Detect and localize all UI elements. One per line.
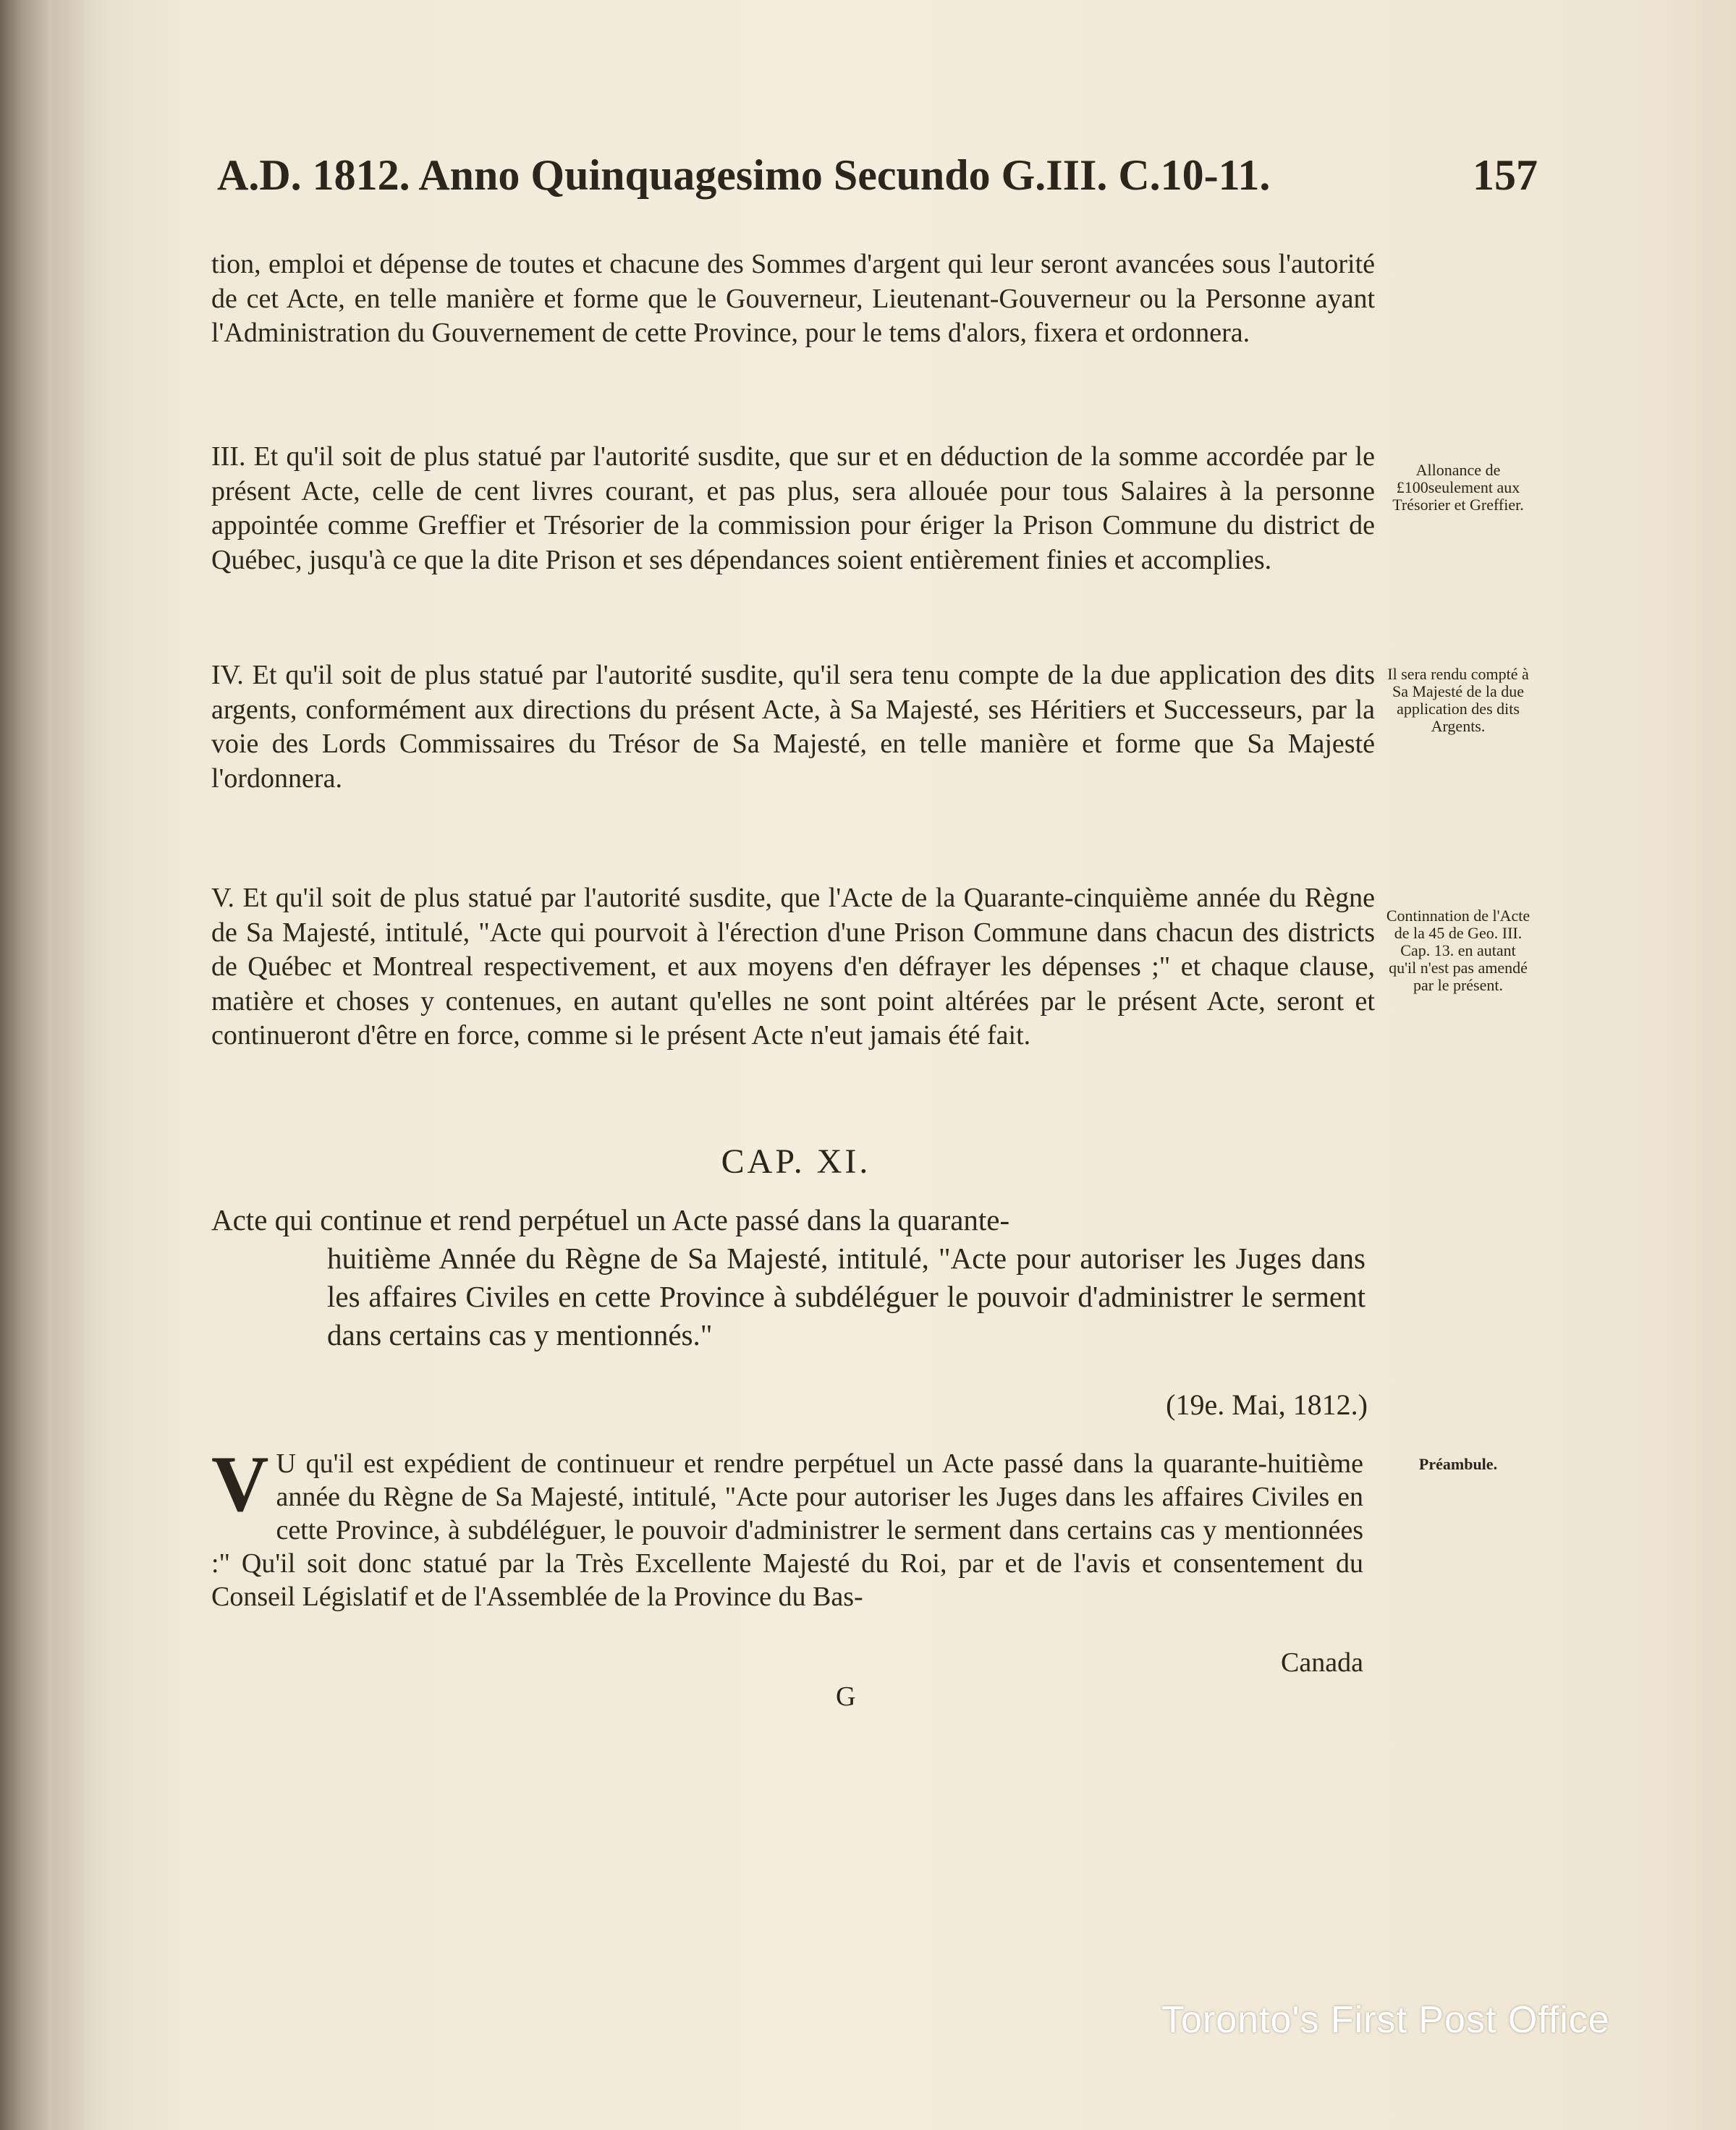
page-number: 157 [1473,151,1538,199]
book-spine-shadow [0,0,87,2130]
running-header [217,150,1538,208]
catchword: Canada [1281,1647,1363,1678]
margin-note-v: Continnation de l'Acte de la 45 de Geo. III. Cap. 13. en autant qu'il n'est pas amendé par le présent. [1386,907,1530,994]
preamble-paragraph [211,1440,1363,1613]
margin-note-iv: Il sera rendu compté à Sa Majesté de la due application des dits Argents. [1387,665,1529,735]
paragraph-iii: III. Et qu'il soit de plus statué par l'autorité susdite, que sur et en déduction de la somme accordée par le présent Acte, celle de cent livres courant, et pas plus, sera allouée pour tous Salaires à la personne appointée comme Greffier et Trésorier de la commission pour ériger la Prison Commune du district de Québec, jusqu'à ce que la dite Prison et ses dépendances soient entièrement finies et accomplies. [211,441,1375,575]
signature-mark: G [836,1681,856,1712]
chapter-date: (19e. Mai, 1812.) [1166,1388,1368,1421]
margin-note-iii: Allonance de £100seulement aux Trésorier et Greffier. [1392,461,1524,514]
watermark-text: Toronto's First Post Office [1161,1999,1610,2041]
chapter-summary-first-line: Acte qui continue et rend perpétuel un Acte passé dans la quarante- [211,1203,1010,1236]
drop-cap: V [211,1440,269,1528]
paragraph-v: V. Et qu'il soit de plus statué par l'autorité susdite, que l'Acte de la Quarante-cinquième année du Règne de Sa Majesté, intitulé, "Acte qui pourvoit à l'érection d'une Prison Commune dans chacun des districts de Québec et Montreal respectivement, et aux moyens d'en défrayer les dépenses ;" et chaque clause, matière et choses y contenues, en autant qu'elles ne sont point altérées par le présent Acte, seront et continueront d'être en force, comme si le présent Acte n'eut jamais été fait. [211,883,1375,1051]
chapter-summary [211,1201,1365,1354]
paragraph-iv: IV. Et qu'il soit de plus statué par l'autorité susdite, qu'il sera tenu compte de la due application des dits argents, conformément aux directions du présent Acte, à Sa Majesté, ses Héritiers et Successeurs, par la voie des Lords Commissaires du Trésor de Sa Majesté, en telle manière et forme que Sa Majesté l'ordonnera. [211,660,1375,794]
margin-note-preamble: Préambule. [1418,1455,1498,1473]
running-head: A.D. 1812. Anno Quinquagesimo Secundo G.III. C.10-11. [217,151,1271,199]
chapter-title: CAP. XI. [721,1142,871,1181]
chapter-summary-rest: huitième Année du Règne de Sa Majesté, intitulé, "Acte pour autoriser les Juges dans les affaires Civiles en cette Province à subdéléguer le pouvoir d'administrer le serment dans certains cas y mentionnés." [327,1242,1365,1352]
paragraph-intro: tion, emploi et dépense de toutes et chacune des Sommes d'argent qui leur seront avancées sous l'autorité de cet Acte, en telle manière et forme que le Gouverneur, Lieutenant-Gouverneur ou la Personne ayant l'Administration du Gouvernement de cette Province, pour le tems d'alors, fixera et ordonnera. [211,249,1375,348]
preamble-text: U qu'il est expédient de continueur et rendre perpétuel un Acte passé dans la quarante-huitième année du Règne de Sa Majesté, intitulé, "Acte pour autoriser les Juges dans les affaires Civiles en cette Province, à subdéléguer, le pouvoir d'administrer le serment dans certains cas y mentionnées :" Qu'il soit donc statué par la Très Excellente Majesté du Roi, par et de l'avis et consentement du Conseil Législatif et de l'Assemblée de la Province du Bas- [211,1448,1363,1612]
